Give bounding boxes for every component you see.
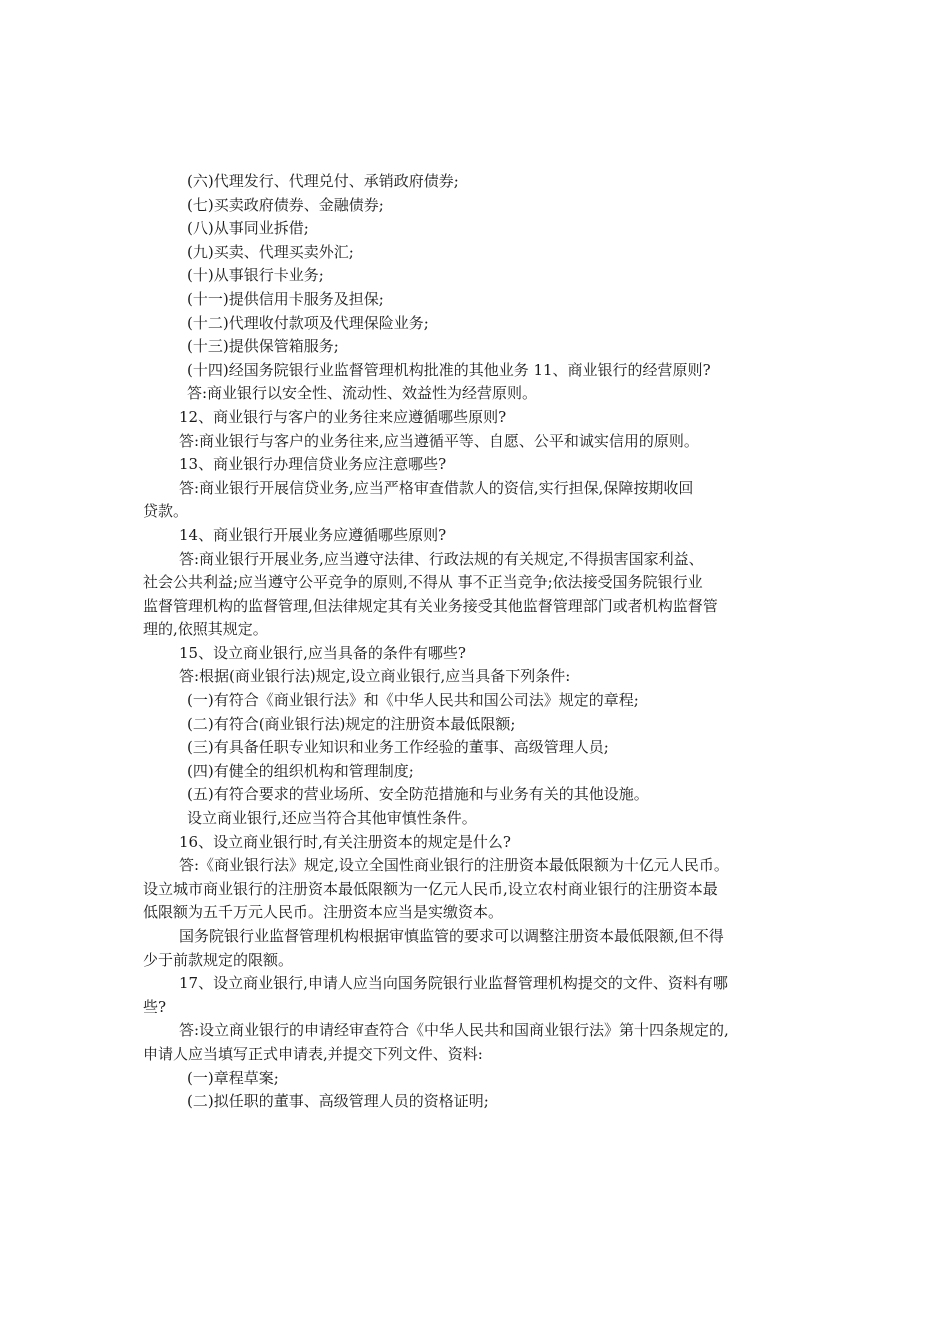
text-line: 理的,依照其规定。	[143, 620, 268, 639]
text-line: (十四)经国务院银行业监督管理机构批准的其他业务 11、商业银行的经营原则?	[187, 360, 711, 379]
text-line: (二)拟任职的董事、高级管理人员的资格证明;	[187, 1092, 489, 1111]
text-line: (二)有符合(商业银行法)规定的注册资本最低限额;	[187, 714, 516, 733]
text-line: 些?	[143, 997, 167, 1016]
text-line: 答:《商业银行法》规定,设立全国性商业银行的注册资本最低限额为十亿元人民币。	[179, 856, 729, 875]
text-line: 社会公共利益;应当遵守公平竞争的原则,不得从 事不正当竞争;依法接受国务院银行业	[143, 573, 703, 592]
text-line: 12、商业银行与客户的业务往来应遵循哪些原则?	[179, 407, 507, 426]
text-line: (七)买卖政府债券、金融债券;	[187, 195, 384, 214]
text-line: 15、设立商业银行,应当具备的条件有哪些?	[179, 643, 466, 662]
text-line: 14、商业银行开展业务应遵循哪些原则?	[179, 525, 447, 544]
text-line: 17、设立商业银行,申请人应当向国务院银行业监督管理机构提交的文件、资料有哪	[179, 974, 728, 993]
text-line: 少于前款规定的限额。	[143, 950, 294, 969]
text-line: 国务院银行业监督管理机构根据审慎监管的要求可以调整注册资本最低限额,但不得	[179, 927, 724, 945]
text-line: 答:商业银行开展业务,应当遵守法律、行政法规的有关规定,不得损害国家利益、	[179, 549, 704, 568]
text-line: (十三)提供保管箱服务;	[187, 337, 339, 356]
text-line: 设立商业银行,还应当符合其他审慎性条件。	[187, 809, 477, 828]
text-line: 低限额为五千万元人民币。注册资本应当是实缴资本。	[143, 903, 504, 922]
text-line: (五)有符合要求的营业场所、安全防范措施和与业务有关的其他设施。	[187, 785, 649, 804]
text-line: (三)有具备任职专业知识和业务工作经验的董事、高级管理人员;	[187, 738, 609, 757]
text-line: (十一)提供信用卡服务及担保;	[187, 289, 384, 308]
text-line: 申请人应当填写正式申请表,并提交下列文件、资料:	[143, 1044, 483, 1063]
text-line: 答:商业银行与客户的业务往来,应当遵循平等、自愿、公平和诚实信用的原则。	[179, 431, 699, 450]
text-line: (九)买卖、代理买卖外汇;	[187, 242, 354, 261]
text-line: 贷款。	[143, 502, 189, 521]
text-line: 13、商业银行办理信贷业务应注意哪些?	[179, 455, 447, 474]
text-line: (一)章程草案;	[187, 1068, 279, 1087]
text-line: 答:根据(商业银行法)规定,设立商业银行,应当具备下列条件:	[179, 667, 571, 686]
text-line: 答:商业银行开展信贷业务,应当严格审查借款人的资信,实行担保,保障按期收回	[179, 478, 694, 497]
text-line: (十)从事银行卡业务;	[187, 266, 324, 285]
text-line: (四)有健全的组织机构和管理制度;	[187, 761, 414, 780]
text-line: 答:设立商业银行的申请经审查符合《中华人民共和国商业银行法》第十四条规定的,	[179, 1021, 729, 1040]
text-line: (十二)代理收付款项及代理保险业务;	[187, 313, 429, 332]
text-line: (八)从事同业拆借;	[187, 219, 309, 238]
text-line: 设立城市商业银行的注册资本最低限额为一亿元人民币,设立农村商业银行的注册资本最	[143, 879, 718, 898]
text-line: 16、设立商业银行时,有关注册资本的规定是什么?	[179, 832, 511, 851]
text-line: (六)代理发行、代理兑付、承销政府债券;	[187, 172, 459, 190]
text-line: 答:商业银行以安全性、流动性、效益性为经营原则。	[187, 384, 538, 403]
text-line: 监督管理机构的监督管理,但法律规定其有关业务接受其他监督管理部门或者机构监督管	[143, 596, 718, 615]
text-line: (一)有符合《商业银行法》和《中华人民共和国公司法》规定的章程;	[187, 691, 639, 710]
